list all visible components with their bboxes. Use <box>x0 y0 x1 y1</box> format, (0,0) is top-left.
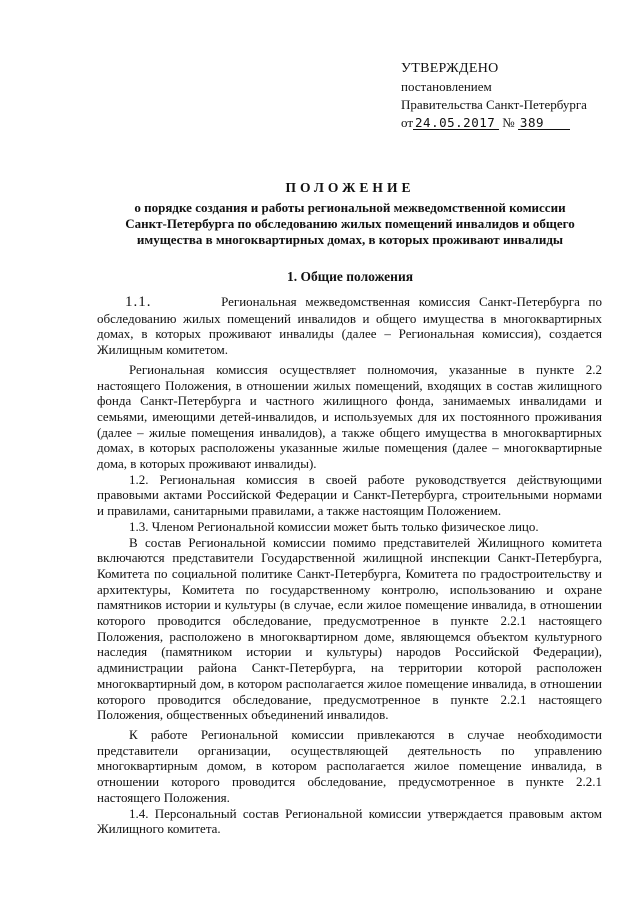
number-field <box>518 116 570 130</box>
paragraph-composition: В состав Региональной комиссии помимо представителей Жилищного комитета включаются представители Государственной жилищной инспекции Санкт-Петербурга, Комитета по социальной политике Санкт-Петербурга, Комитета по градостроительству и архитектуры, Комитета по государственному контролю, использованию и охране памятников истории и культуры (в случае, если жилое помещение инвалида, в отношении которого проводится обследование, предусмотренное в пункте 2.2.1 настоящего Положения, расположено в многоквартирном доме, являющемся объектом культурного наследия (памятником истории и культуры) народов Российской Федерации), администрации района Санкт-Петербурга, на территории которой расположен многоквартирный дом, в котором располагается жилое помещение инвалида, в отношении которого проводится обследование, предусмотренное в пункте 2.2.1 настоящего Положения, общественных объединений инвалидов. <box>97 534 602 723</box>
date-prefix: от <box>401 115 414 130</box>
paragraph-powers: Региональная комиссия осуществляет полномочия, указанные в пункте 2.2 настоящего Положения, в отношении жилых помещений, входящих в состав жилищного фонда Санкт-Петербурга и частного жилищного фонда, занимаемых инвалидами и семьями, имеющими детей-инвалидов, и используемых для их постоянного проживания (далее – жилые помещения инвалидов), а также общего имущества в многоквартирных домах, в которых расположены указанные жилые помещения (далее – многоквартирные дома, в которых проживают инвалиды). <box>97 361 602 472</box>
title-line-1: о порядке создания и работы региональной межведомственной комиссии <box>134 200 566 215</box>
date-value: 24.05.2017 <box>415 115 496 130</box>
title-main: ПОЛОЖЕНИЕ <box>285 180 415 195</box>
number-prefix: № <box>502 115 515 130</box>
approval-heading: УТВЕРЖДЕНО <box>401 61 499 76</box>
paragraph-1-4: 1.4. Персональный состав Региональной комиссии утверждается правовым актом Жилищного комитета. <box>97 805 602 837</box>
title-line-2: Санкт-Петербурга по обследованию жилых помещений инвалидов и общего <box>125 216 575 231</box>
approval-stamp <box>401 60 621 132</box>
paragraph-1-1 <box>97 294 602 358</box>
number-value: 389 <box>519 115 544 130</box>
approval-date-number <box>401 114 621 132</box>
paragraph-involvement: К работе Региональной комиссии привлекаются в случае необходимости представители организации, осуществляющей деятельность по управлению многоквартирным домом, в котором располагается жилое помещение инвалида, в отношении которого проводится обследование, предусмотренное в пункте 2.2.1 настоящего Положения. <box>97 726 602 805</box>
date-field <box>413 116 499 130</box>
paragraph-1-2: 1.2. Региональная комиссия в своей работе руководствуется действующими правовыми актами Российской Федерации и Санкт-Петербурга, строительными нормами и правилами, санитарными правилами, а также настоящим Положением. <box>97 471 602 519</box>
title-line-3: имущества в многоквартирных домах, в которых проживают инвалиды <box>136 232 564 247</box>
document-title <box>100 180 600 248</box>
approval-line-1: постановлением <box>401 79 492 94</box>
approval-line-2: Правительства Санкт-Петербурга <box>401 97 587 112</box>
paragraph-1-1-text: Региональная межведомственная комиссия Санкт-Петербурга по обследованию жилых помещений инвалидов и общего имущества в многоквартирных домах, в которых проживают инвалиды (далее – Региональная комиссия), создается Жилищным комитетом. <box>97 294 603 358</box>
paragraph-1-1-number: 1.1. <box>125 294 152 310</box>
document-body <box>97 294 602 837</box>
paragraph-1-3: 1.3. Членом Региональной комиссии может быть только физическое лицо. <box>129 518 539 534</box>
section-heading: 1. Общие положения <box>286 269 414 284</box>
